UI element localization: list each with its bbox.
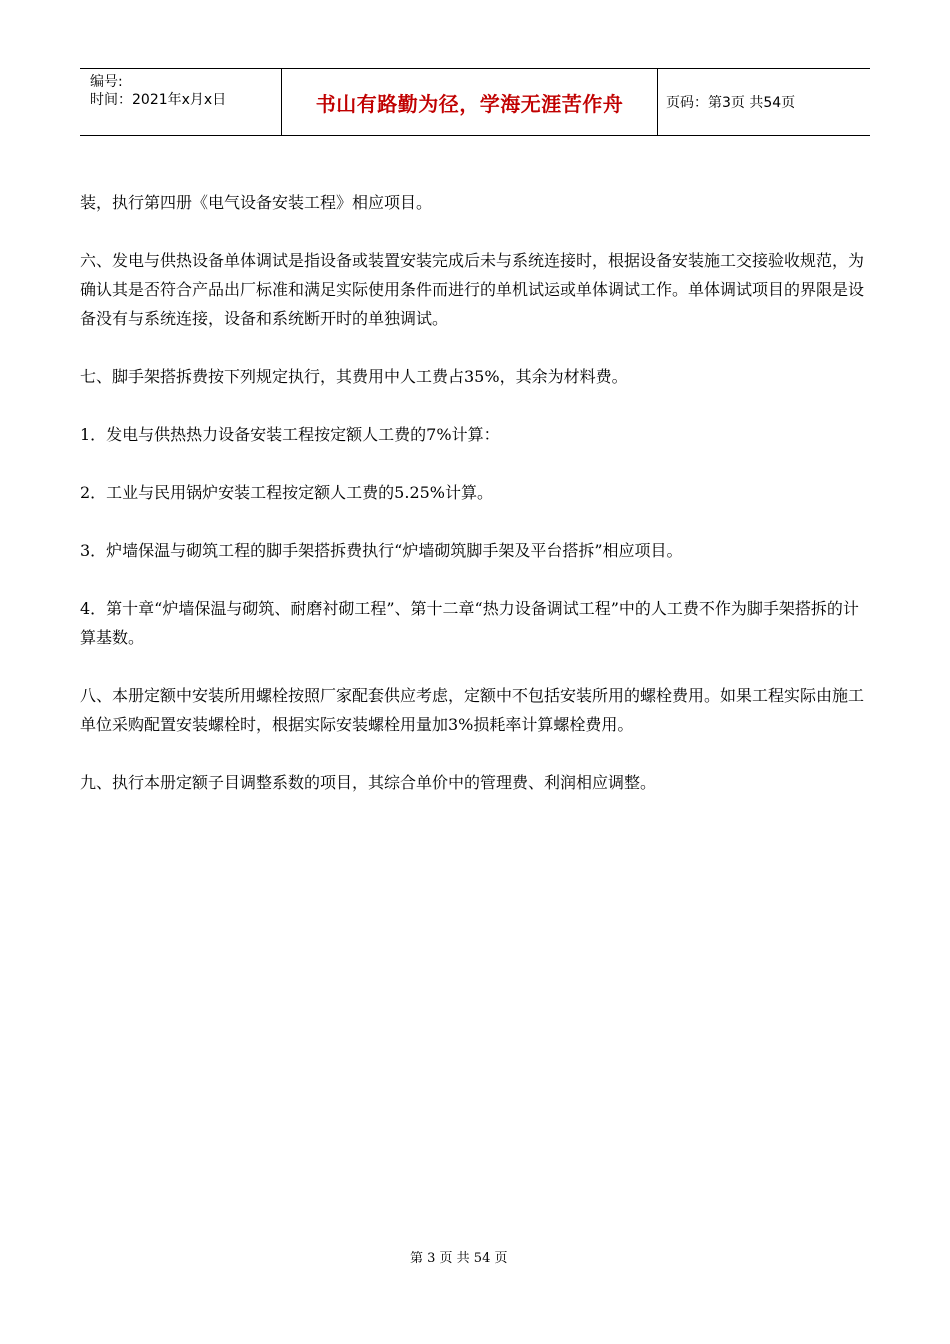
page-footer: 第 3 页 共 54 页 [410, 1251, 508, 1266]
paragraph: 九、执行本册定额子目调整系数的项目，其综合单价中的管理费、利润相应调整。 [80, 773, 657, 792]
document-number-label: 编号: [90, 74, 123, 90]
document-body [80, 188, 870, 826]
paragraph: 1．发电与供热热力设备安装工程按定额人工费的7%计算： [80, 425, 500, 444]
paragraph: 六、发电与供热设备单体调试是指设备或装置安装完成后未与系统连接时，根据设备安装施工交接验收规范，为确认其是否符合产品出厂标准和满足实际使用条件而进行的单机试运或单体调试工作。单体调试项目的界限是设备没有与系统连接，设备和系统断开时的单独调试。 [80, 251, 865, 328]
paragraph: 七、脚手架搭拆费按下列规定执行，其费用中人工费占35%，其余为材料费。 [80, 367, 628, 386]
paragraph: 3．炉墙保温与砌筑工程的脚手架搭拆费执行“炉墙砌筑脚手架及平台搭拆”相应项目。 [80, 541, 683, 560]
page-header [80, 68, 870, 136]
header-motto: 书山有路勤为径，学海无涯苦作舟 [282, 69, 658, 135]
paragraph: 2．工业与民用锅炉安装工程按定额人工费的5.25%计算。 [80, 483, 494, 502]
paragraph: 八、本册定额中安装所用螺栓按照厂家配套供应考虑，定额中不包括安装所用的螺栓费用。如果工程实际由施工单位采购配置安装螺栓时，根据实际安装螺栓用量加3%损耗率计算螺栓费用。 [80, 686, 865, 734]
header-page-indicator: 页码：第3页 共54页 [666, 95, 796, 111]
paragraph: 4．第十章“炉墙保温与砌筑、耐磨衬砌工程”、第十二章“热力设备调试工程”中的人工费不作为脚手架搭拆的计算基数。 [80, 599, 859, 647]
document-date: 时间：2021年x月x日 [90, 92, 227, 108]
header-meta [80, 69, 282, 135]
paragraph: 装，执行第四册《电气设备安装工程》相应项目。 [80, 193, 433, 212]
